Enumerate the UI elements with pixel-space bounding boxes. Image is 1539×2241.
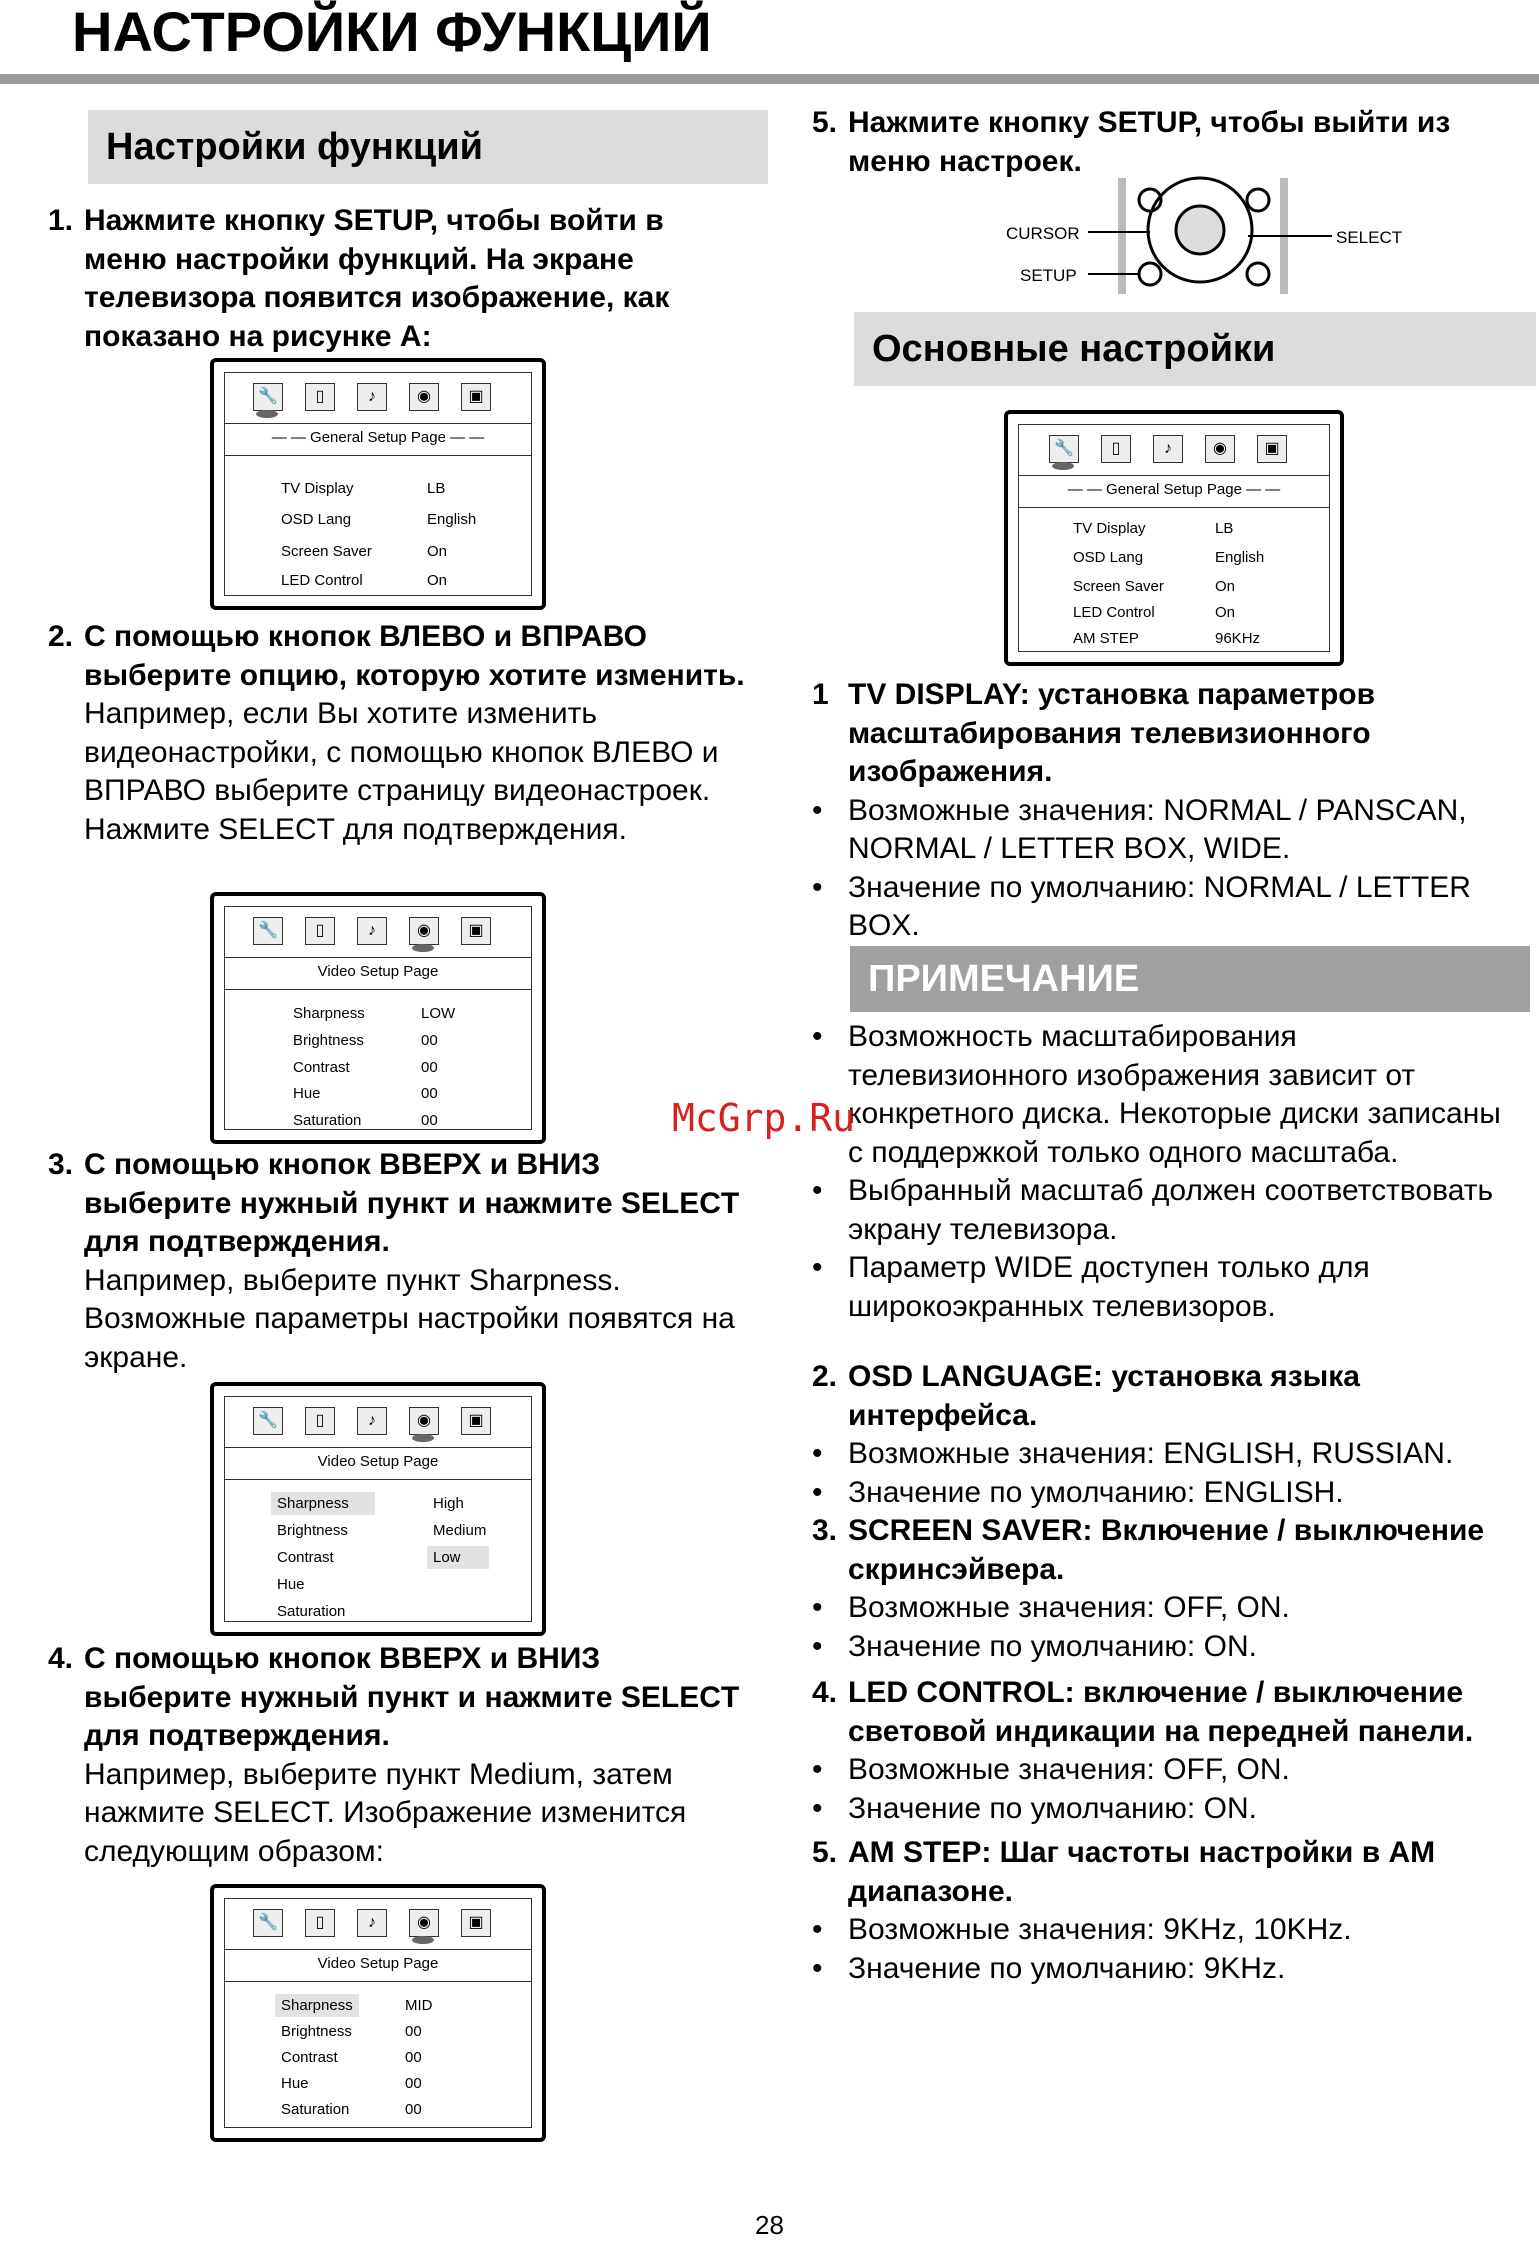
- menu-row-value: On: [1215, 604, 1236, 621]
- bullet-item: • Возможные значения: OFF, ON.: [812, 1591, 1290, 1624]
- menu-row-value: On: [427, 572, 448, 589]
- audio-icon: ♪: [357, 383, 387, 411]
- select-label: SELECT: [1336, 228, 1403, 247]
- disc-icon: ◉: [409, 1909, 439, 1937]
- menu-row-label: Screen Saver: [281, 543, 372, 560]
- menu-row-label: Saturation: [277, 1603, 346, 1620]
- cursor-label: CURSOR: [1006, 224, 1080, 243]
- step-4: 4. С помощью кнопок ВВЕРХ и ВНИЗ выберите нужный пункт и нажмите SELECT для подтверждения. Например, выберите пункт Medium, затем нажмите SELECT. Изображение изменится следующим образом:: [48, 1642, 740, 1868]
- watermark: McGrp.Ru: [672, 1096, 856, 1140]
- menu-video-setup-2: [210, 1382, 546, 1636]
- menu-row-label: AM STEP: [1073, 630, 1139, 647]
- bullet-item: • Возможные значения: OFF, ON.: [812, 1753, 1290, 1786]
- menu-row-label: Contrast: [293, 1059, 350, 1076]
- menu-row-value: Medium: [433, 1522, 487, 1539]
- menu-row-value: 00: [421, 1059, 438, 1076]
- picture-icon: ▣: [461, 1909, 491, 1937]
- wrench-icon: 🔧: [253, 1909, 283, 1937]
- menu-row-value: LOW: [421, 1005, 456, 1022]
- menu-row-label: Hue: [281, 2075, 309, 2092]
- picture-icon: ▣: [461, 917, 491, 945]
- wrench-icon: 🔧: [253, 917, 283, 945]
- menu-row-value: On: [427, 543, 448, 560]
- menu-row-label: Hue: [293, 1085, 321, 1102]
- item-osd-language: 2. OSD LANGUAGE: установка языка интерфейса.: [812, 1360, 1360, 1432]
- menu-row-value: English: [427, 511, 477, 528]
- menu-row-label: OSD Lang: [1073, 549, 1144, 566]
- note-title: ПРИМЕЧАНИЕ: [850, 946, 1530, 1012]
- menu-row-value: On: [1215, 578, 1236, 595]
- menu-row-value: 00: [421, 1032, 438, 1049]
- speaker-icon: ▯: [305, 383, 335, 411]
- wrench-icon: 🔧: [1049, 435, 1079, 463]
- menu-row-label: Contrast: [281, 2049, 338, 2066]
- picture-icon: ▣: [1257, 435, 1287, 463]
- item-screen-saver: 3. SCREEN SAVER: Включение / выключение скринсэйвера.: [812, 1514, 1485, 1586]
- section-title-basic: Основные настройки: [854, 312, 1536, 386]
- section-title-functions: Настройки функций: [88, 110, 768, 184]
- bullet-item: • Возможные значения: ENGLISH, RUSSIAN.: [812, 1437, 1454, 1470]
- menu-row-value: 00: [405, 2075, 422, 2092]
- item-tv-display: 1 TV DISPLAY: установка параметров масштабирования телевизионного изображения. • Возможные значения: NORMAL / PANSCAN, NORMAL / LETTER BOX, WIDE. • Значение по умолчанию: NORMAL / LETTER BOX.: [812, 676, 1532, 946]
- audio-icon: ♪: [1153, 435, 1183, 463]
- title-rule: [0, 74, 1539, 84]
- bullet-item: • Возможные значения: NORMAL / PANSCAN, NORMAL / LETTER BOX, WIDE.: [812, 793, 1467, 865]
- step-2: 2. С помощью кнопок ВЛЕВО и ВПРАВО выберите опцию, которую хотите изменить. Например, если Вы хотите изменить видеонастройки, с помощью кнопок ВЛЕВО и ВПРАВО выберите страницу видеонастроек. Нажмите SELECT для подтверждения.: [48, 620, 745, 846]
- menu-row-label: TV Display: [1073, 520, 1146, 537]
- menu-row-label: Brightness: [277, 1522, 348, 1539]
- menu-row-value: 00: [405, 2023, 422, 2040]
- menu-video-setup-3: [210, 1884, 546, 2142]
- menu-row-label: OSD Lang: [281, 511, 352, 528]
- menu-row-value: High: [433, 1495, 464, 1512]
- menu-general-setup-2: [1004, 410, 1344, 666]
- items-osd-screensaver: [812, 1358, 1522, 1666]
- setup-label: SETUP: [1020, 266, 1077, 285]
- page-number: 28: [755, 2210, 784, 2240]
- disc-icon: ◉: [409, 383, 439, 411]
- speaker-icon: ▯: [1101, 435, 1131, 463]
- menu-row-label: LED Control: [1073, 604, 1155, 621]
- disc-icon: ◉: [409, 1407, 439, 1435]
- menu-row-label: Brightness: [293, 1032, 364, 1049]
- menu-row-value: MID: [405, 1997, 433, 2014]
- menu-page-title: — — General Setup Page — —: [1067, 481, 1281, 498]
- bullet-item: • Значение по умолчанию: 9KHz.: [812, 1951, 1286, 1985]
- menu-row-value: LB: [427, 480, 446, 497]
- bullet-item: • Значение по умолчанию: ENGLISH.: [812, 1475, 1344, 1509]
- bullet-item: • Значение по умолчанию: ON.: [812, 1629, 1257, 1663]
- speaker-icon: ▯: [305, 917, 335, 945]
- step-3: 3. С помощью кнопок ВВЕРХ и ВНИЗ выберите нужный пункт и нажмите SELECT для подтверждения. Например, выберите пункт Sharpness. Возможные параметры настройки появятся на экране.: [48, 1148, 740, 1374]
- menu-row-label: TV Display: [281, 480, 354, 497]
- speaker-icon: ▯: [305, 1407, 335, 1435]
- audio-icon: ♪: [357, 1909, 387, 1937]
- disc-icon: ◉: [409, 917, 439, 945]
- picture-icon: ▣: [461, 1407, 491, 1435]
- step-1: 1. Нажмите кнопку SETUP, чтобы войти в меню настройки функций. На экране телевизора появится изображение, как показано на рисунке A:: [48, 204, 670, 353]
- menu-row-label: Saturation: [281, 2101, 350, 2118]
- menu-video-setup-1: [210, 892, 546, 1144]
- menu-page-title: Video Setup Page: [317, 1955, 439, 1972]
- bullet-item: • Значение по умолчанию: ON.: [812, 1791, 1257, 1825]
- menu-row-value: 00: [421, 1112, 438, 1129]
- page-title: НАСТРОЙКИ ФУНКЦИЙ: [72, 0, 712, 63]
- menu-row-value: 96KHz: [1215, 630, 1261, 647]
- step-5: 5. Нажмите кнопку SETUP, чтобы выйти из меню настроек.: [812, 106, 1451, 178]
- menu-row-value: English: [1215, 549, 1265, 566]
- menu-row-value: 00: [405, 2049, 422, 2066]
- note-list: [812, 1018, 1512, 1326]
- wrench-icon: 🔧: [253, 383, 283, 411]
- menu-page-title: — — General Setup Page — —: [271, 429, 485, 446]
- menu-row-label: Contrast: [277, 1549, 334, 1566]
- menu-row-label: Sharpness: [277, 1495, 375, 1512]
- menu-page-title: Video Setup Page: [317, 963, 439, 980]
- menu-row-label: Sharpness: [293, 1005, 365, 1022]
- item-led-control: 4. LED CONTROL: включение / выключение световой индикации на передней панели. • Возможные значения: OFF, ON. • Значение по умолчанию: ON.: [812, 1674, 1532, 1828]
- item-am-step: 5. AM STEP: Шаг частоты настройки в AM диапазоне. • Возможные значения: 9KHz, 10KHz. • Значение по умолчанию: 9KHz.: [812, 1834, 1522, 1988]
- menu-row-value: LB: [1215, 520, 1234, 537]
- menu-row-label: Screen Saver: [1073, 578, 1164, 595]
- menu-row-label: Hue: [277, 1576, 305, 1593]
- bullet-item: • Значение по умолчанию: NORMAL / LETTER BOX.: [812, 870, 1471, 942]
- picture-icon: ▣: [461, 383, 491, 411]
- bullet-item: • Возможность масштабирования телевизионного изображения зависит от конкретного диска. Некоторые диски записаны с поддержкой только одного масштаба.: [812, 1020, 1501, 1169]
- wrench-icon: 🔧: [253, 1407, 283, 1435]
- menu-row-label: Brightness: [281, 2023, 352, 2040]
- menu-row-value: Low: [433, 1549, 489, 1566]
- bullet-item: • Выбранный масштаб должен соответствовать экрану телевизора.: [812, 1174, 1494, 1246]
- menu-page-title: Video Setup Page: [317, 1453, 439, 1470]
- speaker-icon: ▯: [305, 1909, 335, 1937]
- menu-icon-bar: [225, 373, 531, 424]
- audio-icon: ♪: [357, 917, 387, 945]
- bullet-item: • Параметр WIDE доступен только для широкоэкранных телевизоров.: [812, 1251, 1370, 1323]
- bullet-item: • Возможные значения: 9KHz, 10KHz.: [812, 1913, 1352, 1946]
- menu-general-setup: [210, 358, 546, 610]
- menu-row-value: 00: [405, 2101, 422, 2118]
- disc-icon: ◉: [1205, 435, 1235, 463]
- menu-row-label: Saturation: [293, 1112, 362, 1129]
- menu-row-label: Sharpness: [281, 1997, 359, 2014]
- menu-row-label: LED Control: [281, 572, 363, 589]
- audio-icon: ♪: [357, 1407, 387, 1435]
- menu-row-value: 00: [421, 1085, 438, 1102]
